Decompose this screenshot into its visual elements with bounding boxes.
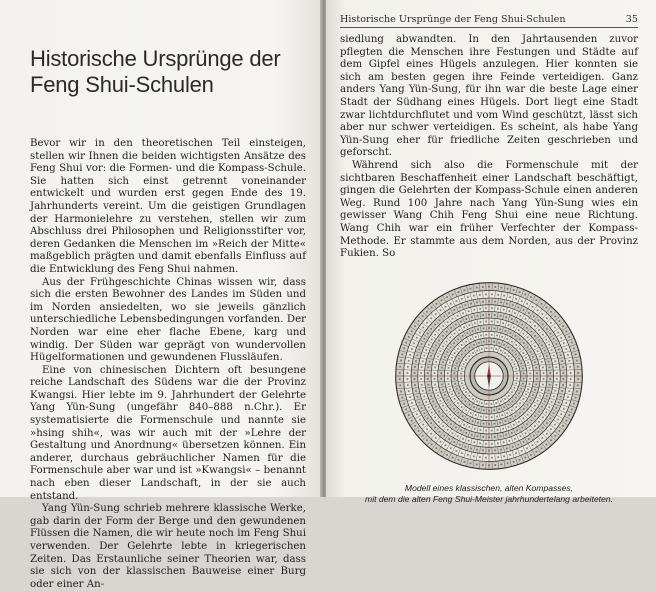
left-paragraph-4: Yang Yün-Sung schrieb mehrere klassische Werke, gab darin der Form der Berge und den gewundenen Flüssen die Namen, die wir heute noch im Feng Shui verwenden. Der Gelehrte lebte in kriegerischen Zeiten. Das Erstaunliche seiner Theorien war, dass sie sich von der klassischen Bauweise einer Burg oder einer An- [30,503,306,591]
chapter-title-line2: Feng Shui-Schulen [30,72,214,97]
running-head [340,14,638,28]
figure-caption [340,483,638,505]
right-paragraph-2: Während sich also die Formenschule mit der sichtbaren Beschaffenheit einer Landschaft beschäftigt, gingen die Gelehrten der Kompass-Schule einen anderen Weg. Rund 100 Jahre nach Yang Yün-Sung wies ein gewisser Wang Chih Feng Shui eine neue Richtung. Wang Chih war ein früher Verfechter der Kompass-Methode. Er stammte aus dem Norden, aus der Provinz Fukien. So [340,160,638,261]
right-body-text [340,34,638,261]
right-paragraph-1: siedlung abwandten. In den Jahrtausenden zuvor pflegten die Menschen ihre Festungen und Städte auf dem Gipfel eines Hügels anzulegen. Hier konnten sie sich am besten gegen ihre Feinde verteidigen. Ganz anders Yang Yün-Sung, für ihn war die beste Lage einer Stadt der Südhang eines Hügels. Dort liegt eine Stadt zwar lichtdurchflutet und vom Wind geschützt, lässt sich aber nur schwer verteidigen. Es scheint, als habe Yang Yün-Sung eher für friedliche Zeiten geschrieben und geforscht. [340,34,638,160]
caption-line2: mit dem die alten Feng Shui-Meister jahrhundertelang arbeiteten. [365,494,613,504]
compass-figure [394,281,584,471]
page-number: 35 [626,14,638,25]
running-head-title: Historische Ursprünge der Feng Shui-Schulen [340,14,566,25]
left-paragraph-1: Bevor wir in den theoretischen Teil einsteigen, stellen wir Ihnen die beiden wichtigsten Ansätze des Feng Shui vor: die Formen- und die Kompass-Schule. Sie hatten sich einst getrennt voneinander entwickelt und wurden erst gegen Ende des 19. Jahrhunderts vereint. Um die geistigen Grundlagen der Harmonielehre zu verstehen, stellen wir zum Abschluss drei Philosophen und Religionsstifter vor, deren Gedanken die Menschen im »Reich der Mitte« maßgeblich prägten und damit ebenfalls Einfluss auf die Entwicklung des Feng Shui nahmen. [30,138,306,277]
chapter-title [30,46,306,98]
left-paragraph-2: Aus der Frühgeschichte Chinas wissen wir, dass sich die ersten Bewohner des Landes im Süden und im Norden ansiedelten, wo sie jeweils gänzlich unterschiedliche Lebensbedingungen vorfanden. Der Norden war eine eher flache Ebene, karg und windig. Der Süden war geprägt von wundervollen Hügelformationen und gewundenen Flussläufen. [30,277,306,365]
chapter-title-line1: Historische Ursprünge der [30,46,281,71]
caption-line1: Modell eines klassischen, alten Kompasses, [405,483,573,493]
right-page [326,0,656,497]
luopan-compass-image [394,281,584,471]
left-paragraph-3: Eine von chinesischen Dichtern oft besungene reiche Landschaft des Südens war die der Provinz Kwangsi. Hier lebte im 9. Jahrhundert der Gelehrte Yang Yün-Sung (ungefähr 840–888 n.Chr.). Er systematisierte die Formenschule und nannte sie »hsing shih«, was wir auch mit der »Lehre der Gestaltung und Anordnung« übersetzen können. Ein anderer, durchaus gebräuchlicher Namen für die Formenschule aber war und ist »Kwangsi« – benannt nach eben dieser Landschaft, in der sie auch entstand. [30,365,306,504]
left-body-text [30,138,306,591]
left-page [0,0,322,497]
